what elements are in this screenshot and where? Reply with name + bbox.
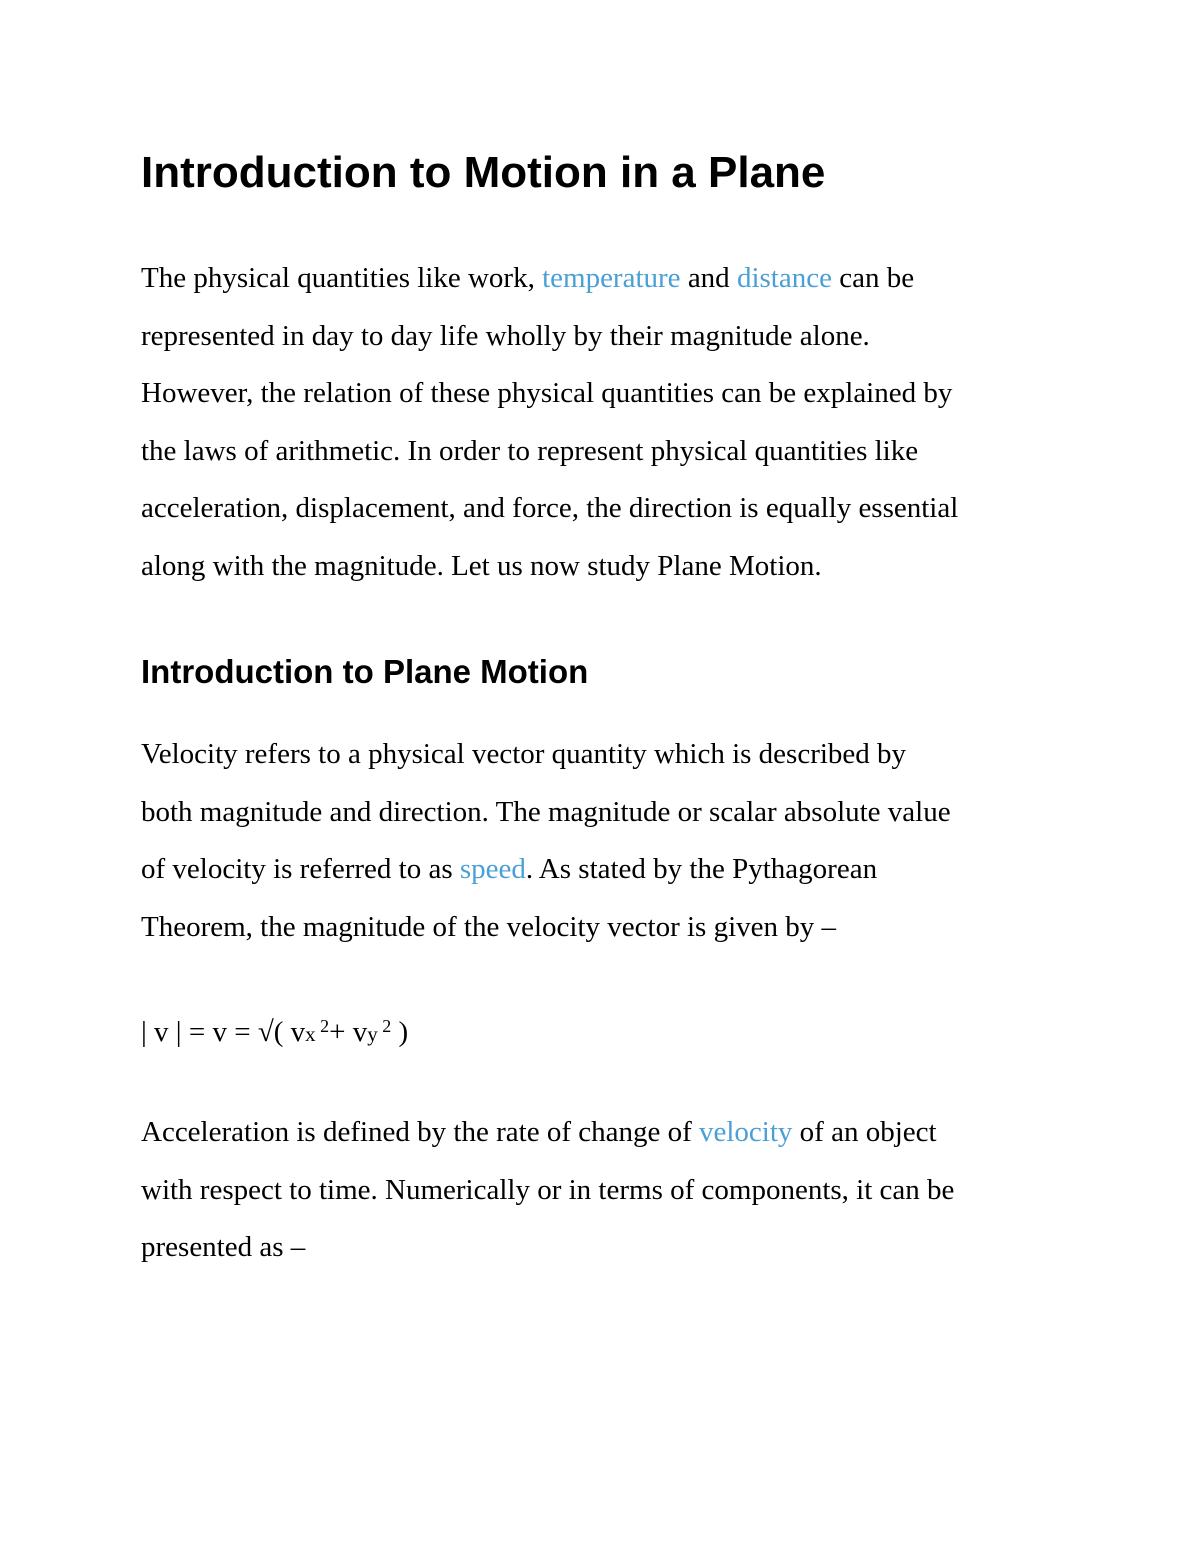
section-heading-block [141, 650, 588, 694]
text-run: . As stated by the Pythagorean [525, 853, 878, 885]
paragraph-acceleration [141, 1104, 954, 1277]
velocity-formula [141, 1012, 408, 1055]
formula-term: + v [329, 1016, 368, 1048]
text-run: Acceleration is defined by the rate of change of [141, 1116, 699, 1148]
paragraph-line: both magnitude and direction. The magnitude or scalar absolute value [141, 795, 951, 828]
paragraph-line [141, 250, 958, 308]
formula-term: ) [391, 1016, 409, 1048]
link-distance[interactable]: distance [736, 262, 832, 294]
paragraph-line: However, the relation of these physical quantities can be explained by [141, 377, 953, 409]
paragraph-line: presented as – [141, 1231, 306, 1263]
subscript-x: x [305, 1022, 316, 1046]
paragraph-line: represented in day to day life wholly by their magnitude alone. [141, 319, 870, 352]
text-run: The physical quantities like work, [141, 262, 543, 294]
text-run: of velocity is referred to as [141, 853, 460, 885]
text-run: of an object [792, 1116, 937, 1148]
section-heading: Introduction to Plane Motion [141, 653, 589, 690]
paragraph-line: with respect to time. Numerically or in terms of components, it can be [141, 1173, 955, 1206]
superscript-2: 2 [315, 1016, 330, 1036]
paragraph-line [141, 1104, 954, 1162]
paragraph-line: Theorem, the magnitude of the velocity vector is given by – [141, 910, 836, 943]
paragraph-line: acceleration, displacement, and force, the direction is equally essential [141, 492, 959, 524]
text-run: and [680, 262, 737, 294]
link-velocity[interactable]: velocity [699, 1116, 793, 1148]
superscript-2: 2 [377, 1016, 392, 1036]
square-root-symbol: √ [257, 1016, 274, 1048]
paragraph-velocity [141, 726, 951, 956]
document-content [141, 144, 1071, 1263]
formula-lhs: | v | = v = [141, 1016, 258, 1048]
text-run: can be [831, 262, 915, 294]
link-temperature[interactable]: temperature [542, 262, 681, 294]
paragraph-line: along with the magnitude. Let us now study Plane Motion. [141, 549, 822, 582]
paragraph-intro [141, 250, 958, 595]
formula-term: ( v [273, 1016, 306, 1048]
link-speed[interactable]: speed [459, 853, 526, 885]
subscript-y: y [367, 1022, 378, 1046]
paragraph-line: the laws of arithmetic. In order to represent physical quantities like [141, 434, 919, 467]
paragraph-line [141, 841, 951, 899]
page-title: Introduction to Motion in a Plane [141, 148, 826, 197]
paragraph-line: Velocity refers to a physical vector quantity which is described by [141, 738, 907, 770]
